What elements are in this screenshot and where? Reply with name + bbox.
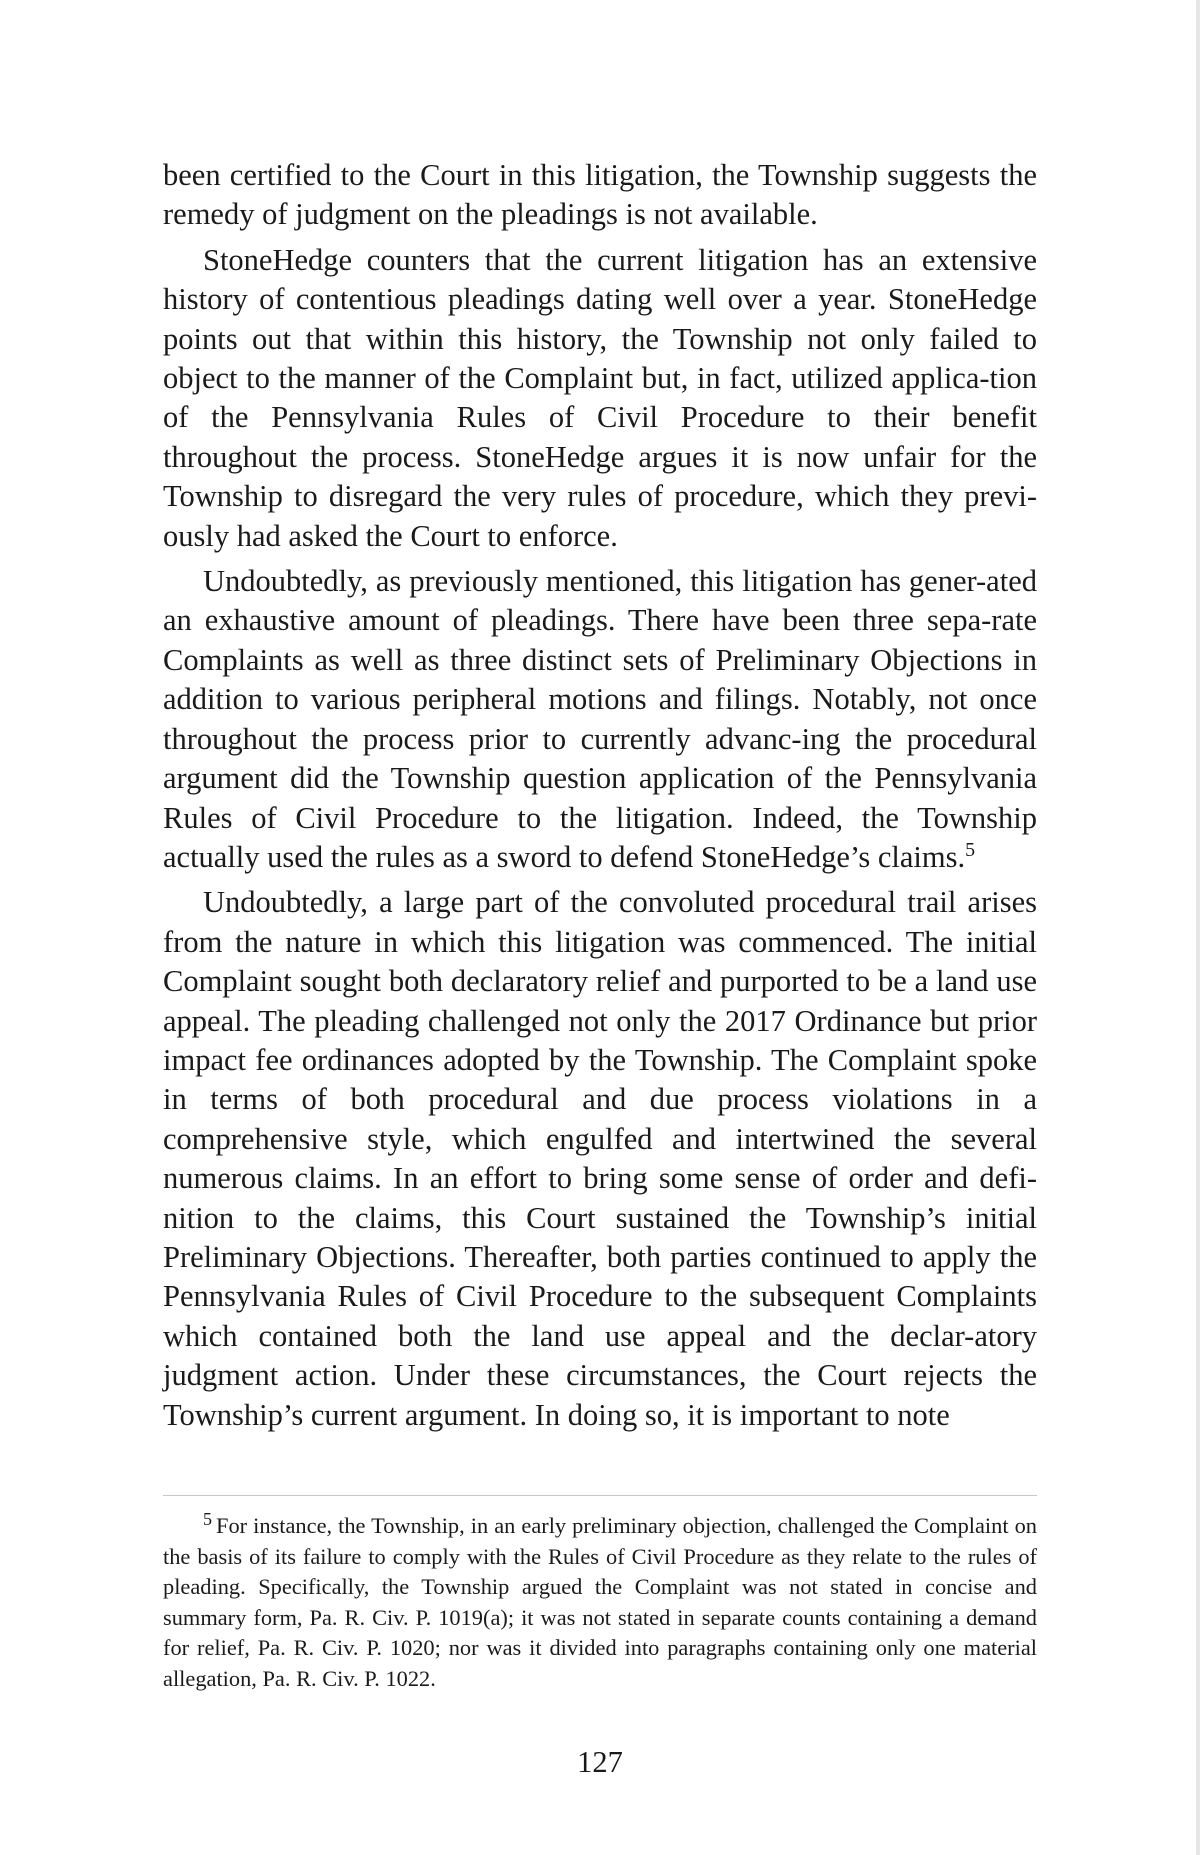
paragraph-text: Undoubtedly, as previously mentioned, this litigation has gener-ated an exhaustive amount of pleadings. There have been three sepa-rate Complaints as well as three distinct sets of Preliminary Objections in addition to various peripheral motions and filings. Notably, not once throughout the process prior to currently advanc-ing the procedural argument did the Township question application of the Pennsylvania Rules of Civil Procedure to the litigation. Indeed, the Township actually used the rules as a sword to defend StoneHedge’s claims. bbox=[163, 564, 1037, 874]
footnote-number: 5 bbox=[203, 1508, 212, 1529]
footnote-reference[interactable]: 5 bbox=[965, 838, 976, 861]
paragraph bbox=[163, 562, 1037, 877]
page-edge bbox=[1196, 0, 1200, 1855]
paragraph bbox=[163, 883, 1037, 1435]
page-number: 127 bbox=[577, 1745, 623, 1779]
paragraph-text: Undoubtedly, a large part of the convoluted procedural trail arises from the nature in which this litigation was commenced. The initial Complaint sought both declaratory relief and purported to be a land use appeal. The pleading challenged not only the 2017 Ordinance but prior impact fee ordinances adopted by the Township. The Complaint spoke in terms of both procedural and due process violations in a comprehensive style, which engulfed and intertwined the several numerous claims. In an effort to bring some sense of order and defi-nition to the claims, this Court sustained the Township’s initial Preliminary Objections. Thereafter, both parties continued to apply the Pennsylvania Rules of Civil Procedure to the subsequent Complaints which contained both the land use appeal and the declar-atory judgment action. Under these circumstances, the Court rejects the Township’s current argument. In doing so, it is important to note bbox=[163, 885, 1037, 1432]
footnote bbox=[163, 1508, 1037, 1695]
paragraph bbox=[163, 241, 1037, 556]
body-text bbox=[163, 156, 1037, 1441]
paragraph-text: been certified to the Court in this litigation, the Township suggests the remedy of judgment on the pleadings is not available. bbox=[163, 158, 1037, 232]
footnote-text: For instance, the Township, in an early preliminary objection, challenged the Complaint on the basis of its failure to comply with the Rules of Civil Procedure as they relate to the rules of pleading. Specifically, the Township argued the Complaint was not stated in concise and summary form, Pa. R. Civ. P. 1019(a); it was not stated in separate counts containing a demand for relief, Pa. R. Civ. P. 1020; nor was it divided into paragraphs containing only one material allegation, Pa. R. Civ. P. 1022. bbox=[163, 1513, 1037, 1691]
footnote-divider bbox=[163, 1495, 1037, 1496]
paragraph bbox=[163, 156, 1037, 235]
paragraph-text: StoneHedge counters that the current litigation has an extensive history of contentious pleadings dating well over a year. StoneHedge points out that within this history, the Township not only failed to object to the manner of the Complaint but, in fact, utilized applica-tion of the Pennsylvania Rules of Civil Procedure to their benefit throughout the process. StoneHedge argues it is now unfair for the Township to disregard the very rules of procedure, which they previ-ously had asked the Court to enforce. bbox=[163, 242, 1037, 553]
footnotes bbox=[163, 1508, 1037, 1695]
